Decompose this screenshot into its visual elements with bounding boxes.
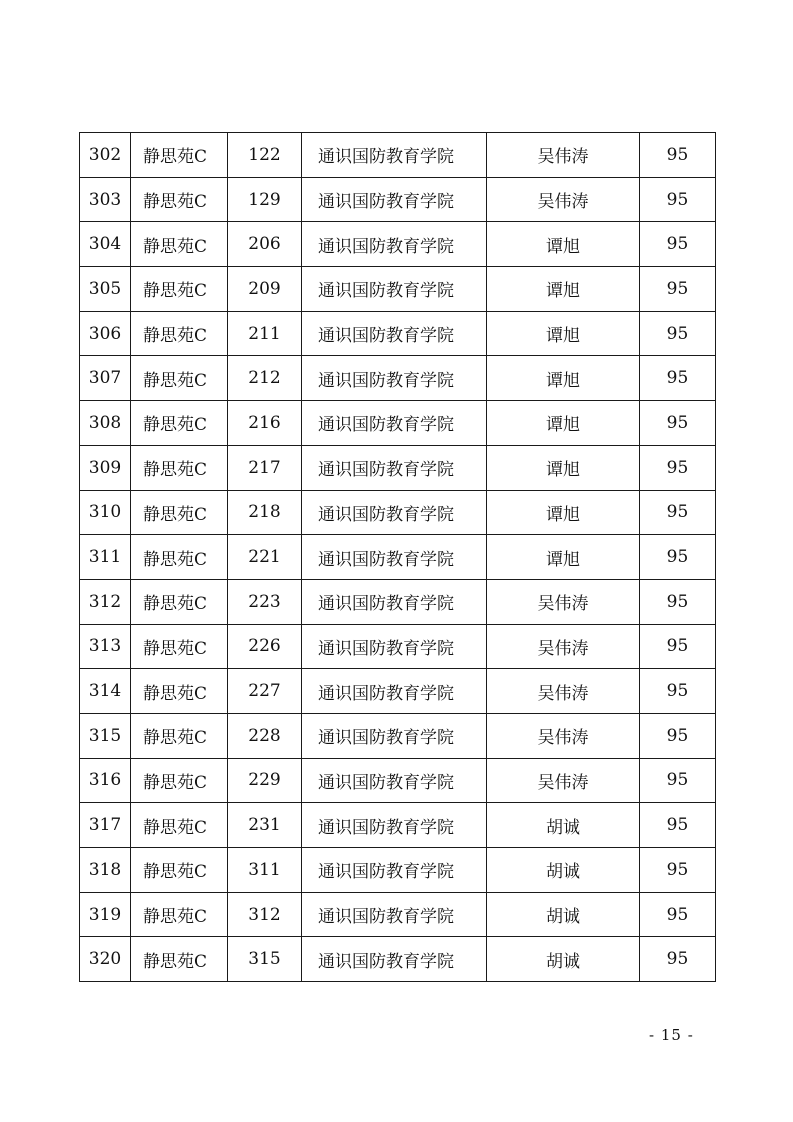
cell-dormitory: 静思苑C — [131, 758, 228, 803]
cell-dormitory: 静思苑C — [131, 133, 228, 178]
cell-row-number: 318 — [80, 848, 131, 893]
cell-room-number: 122 — [228, 133, 302, 178]
cell-dormitory: 静思苑C — [131, 713, 228, 758]
cell-dormitory: 静思苑C — [131, 803, 228, 848]
cell-person: 胡诚 — [487, 937, 640, 982]
cell-score: 95 — [640, 713, 716, 758]
cell-score: 95 — [640, 177, 716, 222]
table-row — [80, 758, 716, 803]
cell-dormitory: 静思苑C — [131, 535, 228, 580]
table-row — [80, 222, 716, 267]
cell-college: 通识国防教育学院 — [302, 177, 487, 222]
cell-person: 谭旭 — [487, 267, 640, 312]
cell-college: 通识国防教育学院 — [302, 445, 487, 490]
cell-room-number: 227 — [228, 669, 302, 714]
table-row — [80, 579, 716, 624]
cell-dormitory: 静思苑C — [131, 848, 228, 893]
cell-row-number: 303 — [80, 177, 131, 222]
cell-row-number: 309 — [80, 445, 131, 490]
cell-row-number: 312 — [80, 579, 131, 624]
cell-person: 吴伟涛 — [487, 177, 640, 222]
cell-row-number: 315 — [80, 713, 131, 758]
page-number: - 15 - — [649, 1026, 694, 1044]
cell-row-number: 320 — [80, 937, 131, 982]
cell-dormitory: 静思苑C — [131, 669, 228, 714]
cell-person: 胡诚 — [487, 848, 640, 893]
cell-room-number: 218 — [228, 490, 302, 535]
cell-row-number: 306 — [80, 311, 131, 356]
cell-person: 吴伟涛 — [487, 579, 640, 624]
cell-dormitory: 静思苑C — [131, 490, 228, 535]
cell-row-number: 307 — [80, 356, 131, 401]
cell-score: 95 — [640, 535, 716, 580]
cell-dormitory: 静思苑C — [131, 356, 228, 401]
cell-row-number: 302 — [80, 133, 131, 178]
cell-college: 通识国防教育学院 — [302, 758, 487, 803]
cell-room-number: 212 — [228, 356, 302, 401]
cell-room-number: 311 — [228, 848, 302, 893]
cell-score: 95 — [640, 579, 716, 624]
cell-person: 胡诚 — [487, 803, 640, 848]
cell-person: 吴伟涛 — [487, 624, 640, 669]
cell-score: 95 — [640, 892, 716, 937]
cell-dormitory: 静思苑C — [131, 445, 228, 490]
cell-room-number: 226 — [228, 624, 302, 669]
cell-room-number: 221 — [228, 535, 302, 580]
cell-college: 通识国防教育学院 — [302, 490, 487, 535]
table-row — [80, 177, 716, 222]
cell-college: 通识国防教育学院 — [302, 848, 487, 893]
cell-person: 谭旭 — [487, 535, 640, 580]
cell-score: 95 — [640, 401, 716, 446]
cell-person: 吴伟涛 — [487, 758, 640, 803]
cell-college: 通识国防教育学院 — [302, 401, 487, 446]
table-row — [80, 356, 716, 401]
cell-room-number: 231 — [228, 803, 302, 848]
cell-dormitory: 静思苑C — [131, 937, 228, 982]
cell-college: 通识国防教育学院 — [302, 937, 487, 982]
table-row — [80, 490, 716, 535]
dorm-score-table — [79, 132, 716, 982]
table-row — [80, 133, 716, 178]
table-row — [80, 267, 716, 312]
cell-score: 95 — [640, 669, 716, 714]
cell-dormitory: 静思苑C — [131, 267, 228, 312]
cell-score: 95 — [640, 445, 716, 490]
cell-row-number: 311 — [80, 535, 131, 580]
cell-score: 95 — [640, 848, 716, 893]
cell-room-number: 228 — [228, 713, 302, 758]
cell-room-number: 312 — [228, 892, 302, 937]
table-row — [80, 803, 716, 848]
cell-score: 95 — [640, 758, 716, 803]
cell-person: 吴伟涛 — [487, 669, 640, 714]
cell-dormitory: 静思苑C — [131, 624, 228, 669]
cell-score: 95 — [640, 267, 716, 312]
cell-person: 谭旭 — [487, 445, 640, 490]
cell-room-number: 206 — [228, 222, 302, 267]
cell-college: 通识国防教育学院 — [302, 311, 487, 356]
cell-room-number: 216 — [228, 401, 302, 446]
table-row — [80, 713, 716, 758]
cell-person: 吴伟涛 — [487, 133, 640, 178]
cell-person: 谭旭 — [487, 222, 640, 267]
cell-row-number: 313 — [80, 624, 131, 669]
cell-college: 通识国防教育学院 — [302, 133, 487, 178]
table-body — [80, 133, 716, 982]
table-row — [80, 937, 716, 982]
cell-dormitory: 静思苑C — [131, 311, 228, 356]
cell-room-number: 229 — [228, 758, 302, 803]
cell-row-number: 308 — [80, 401, 131, 446]
cell-person: 吴伟涛 — [487, 713, 640, 758]
table-row — [80, 535, 716, 580]
cell-row-number: 316 — [80, 758, 131, 803]
cell-score: 95 — [640, 133, 716, 178]
cell-row-number: 305 — [80, 267, 131, 312]
cell-college: 通识国防教育学院 — [302, 579, 487, 624]
table-row — [80, 445, 716, 490]
cell-college: 通识国防教育学院 — [302, 803, 487, 848]
cell-score: 95 — [640, 311, 716, 356]
cell-college: 通识国防教育学院 — [302, 535, 487, 580]
cell-person: 谭旭 — [487, 401, 640, 446]
cell-room-number: 211 — [228, 311, 302, 356]
cell-row-number: 317 — [80, 803, 131, 848]
cell-person: 胡诚 — [487, 892, 640, 937]
cell-person: 谭旭 — [487, 356, 640, 401]
cell-score: 95 — [640, 222, 716, 267]
table-row — [80, 669, 716, 714]
cell-room-number: 209 — [228, 267, 302, 312]
table-row — [80, 848, 716, 893]
cell-college: 通识国防教育学院 — [302, 669, 487, 714]
cell-dormitory: 静思苑C — [131, 401, 228, 446]
cell-college: 通识国防教育学院 — [302, 356, 487, 401]
cell-dormitory: 静思苑C — [131, 222, 228, 267]
cell-row-number: 314 — [80, 669, 131, 714]
cell-dormitory: 静思苑C — [131, 177, 228, 222]
cell-room-number: 217 — [228, 445, 302, 490]
cell-score: 95 — [640, 803, 716, 848]
cell-room-number: 129 — [228, 177, 302, 222]
table-row — [80, 624, 716, 669]
cell-row-number: 310 — [80, 490, 131, 535]
cell-college: 通识国防教育学院 — [302, 222, 487, 267]
cell-dormitory: 静思苑C — [131, 579, 228, 624]
cell-score: 95 — [640, 624, 716, 669]
cell-score: 95 — [640, 356, 716, 401]
table-row — [80, 892, 716, 937]
cell-college: 通识国防教育学院 — [302, 267, 487, 312]
cell-room-number: 223 — [228, 579, 302, 624]
cell-row-number: 304 — [80, 222, 131, 267]
cell-college: 通识国防教育学院 — [302, 624, 487, 669]
cell-college: 通识国防教育学院 — [302, 892, 487, 937]
cell-person: 谭旭 — [487, 490, 640, 535]
table-row — [80, 311, 716, 356]
cell-college: 通识国防教育学院 — [302, 713, 487, 758]
cell-score: 95 — [640, 937, 716, 982]
cell-person: 谭旭 — [487, 311, 640, 356]
cell-room-number: 315 — [228, 937, 302, 982]
cell-row-number: 319 — [80, 892, 131, 937]
cell-dormitory: 静思苑C — [131, 892, 228, 937]
cell-score: 95 — [640, 490, 716, 535]
table-row — [80, 401, 716, 446]
